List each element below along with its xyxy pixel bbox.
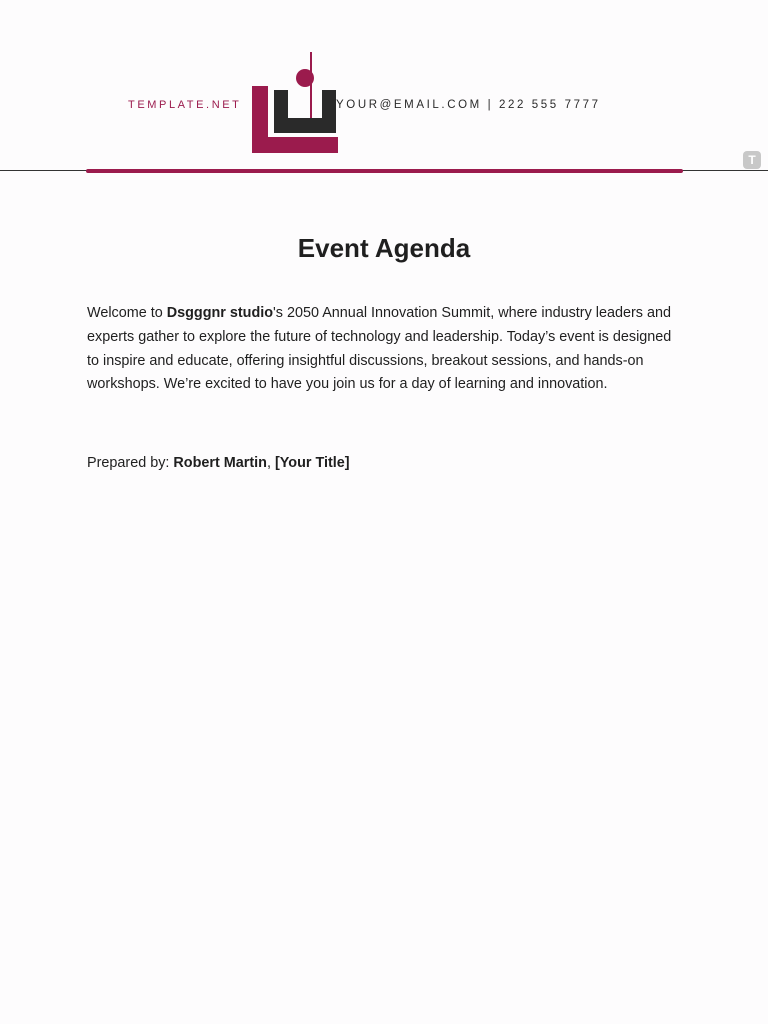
document-header (0, 0, 768, 180)
header-accent-rule (86, 169, 683, 173)
brand-name: TEMPLATE.NET (128, 99, 242, 111)
intro-paragraph (87, 302, 687, 397)
document-title: Event Agenda (297, 233, 471, 263)
prepared-by (87, 452, 687, 474)
preparer-name: Robert Martin (173, 455, 267, 471)
logo-icon (252, 52, 340, 156)
contact-info: YOUR@EMAIL.COM | 222 555 7777 (336, 99, 601, 111)
prepared-label: Prepared by: (87, 455, 174, 471)
preparer-title: [Your Title] (274, 455, 350, 471)
template-badge-icon[interactable]: T (743, 151, 761, 169)
intro-body: 's 2050 Annual Innovation Summit, where industry leaders and experts gather to explore the future of technology and leadership. Today’s event is designed to inspire and educate, offering insightful discussions, breakout sessions, and hands-on workshops. We’re excited to have you join us for a day of learning and innovation. (87, 305, 672, 393)
intro-lead: Welcome to (87, 305, 167, 321)
company-name: Dsgggnr studio (166, 305, 274, 321)
prepared-separator: , (266, 455, 275, 471)
